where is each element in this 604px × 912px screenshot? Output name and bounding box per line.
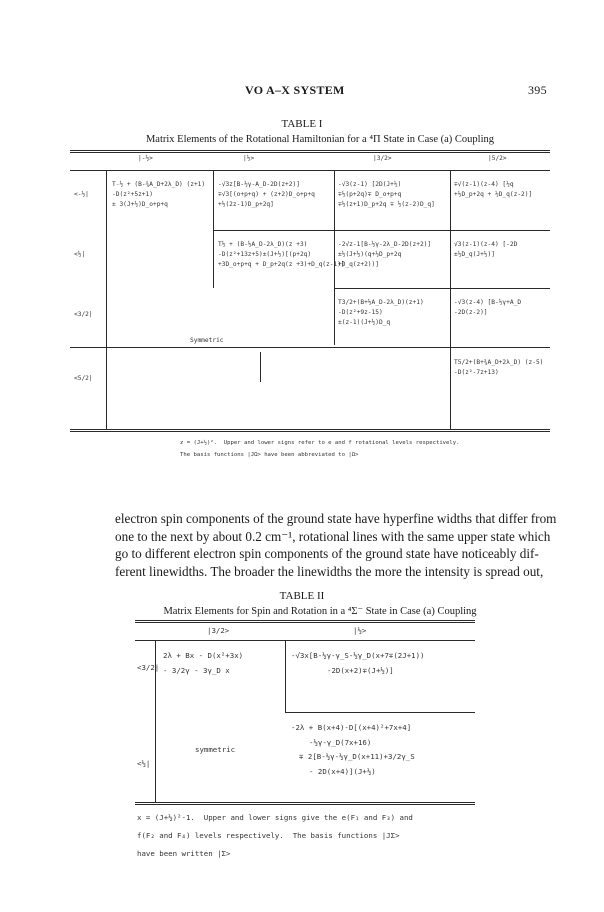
table2-footnote-2: f(F₂ and F₄) levels respectively. The basis functions |JΣ> [137,831,400,840]
table1-cell-r2c2: T½ + (B-½A_D-2λ_D)(z +3) -D(z²+13z+5)±(J+½)[(p+2q) +3D_o+p+q + D_p+2q(z +3)+D_q(z-1)] [218,241,345,268]
table1-cursor-mark [260,352,261,382]
table1-cell-r1c4: ∓√(z-1)(z-4) [½q +½D_p+2q + ½D_q(z-2)] [454,181,533,198]
table2-row-rule [285,712,475,713]
table2-cell-r1c1: 2λ + Bx - D(x²+3x) - 3/2γ - 3γ_D x [163,651,244,675]
table1-cell-r3c4: -√3(z-4) [B-½γ+A_D -2D(z-2)] [454,299,522,316]
table2-row-header-2: <½| [137,759,151,768]
table1-symmetric-label: Symmetric [190,337,224,344]
table2-bottom-rule [135,802,475,803]
table2-top-rule-2 [135,622,475,623]
table1-vline-2b [213,230,214,288]
table1-bottom-rule-2 [70,431,550,432]
table1-vline-4 [450,170,451,430]
table1-footnote-1: z = (J+½)². Upper and lower signs refer to e and f rotational levels respectively. [180,440,460,446]
table2-caption: Matrix Elements for Spin and Rotation in a ⁴Σ⁻ State in Case (a) Coupling [163,606,477,617]
table2-footnote-1: x = (J+½)²-1. Upper and lower signs give the e(F₁ and F₃) and [137,813,413,822]
table1-cell-r1c3: -√3(z-1) [2D(J+½) ∓½(p+2q)∓ D_o+p+q ∓½(z+1)D_p+2q ∓ ½(z-2)D_q] [338,181,435,208]
table2-row-header-1: <3/2| [137,663,160,672]
table1-cell-r1c1: T₋½ + (B-¾A_D+2λ_D) (z+1) -D(z²+5z+1) ± 3(J+½)D_o+p+q [112,181,206,208]
table1-row-rule-2 [334,288,550,289]
table1-cell-r2c3: -2√z-1[B-½γ-2λ_D-2D(z+2)] ±½(J+½)(q+½D_p+2q +D_q(z+2))] [338,241,432,268]
table2-footnote-3: have been written |Σ> [137,849,231,858]
body-line-4: ferent linewidths. The broader the linewidths the more the intensity is spread out, [115,563,544,579]
body-line-2: one to the next by about 0.2 cm⁻¹, rotational lines with the same upper state which [115,528,551,544]
table1-row-rule-1 [213,230,550,231]
table1-caption: Matrix Elements of the Rotational Hamiltonian for a ⁴Π State in Case (a) Coupling [145,134,495,145]
table1-label: TABLE I [281,118,323,130]
table2-bottom-rule-2 [135,804,475,805]
table1-col-header-4: |5/2> [488,155,507,162]
table1-vline-1 [106,170,107,430]
table1-top-rule [70,150,550,151]
table1-row-header-3: <3/2| [74,311,93,318]
table2-col-header-2: |½> [353,626,367,635]
table1-cell-r1c2: -√3z[B-½γ-A_D-2D(z+2)] ∓√3[(o+p+q) + (z+2)D_o+p+q +½(2z-1)D_p+2q] [218,181,315,208]
table2-symmetric-label: symmetric [195,745,236,754]
table2-cell-r2c2: -2λ + B(x+4)-D[(x+4)²+7x+4] -½γ-γ_D(7x+16) ∓ 2[B-½γ-½γ_D(x+11)+3/2γ_S - 2D(x+4)](J+½) [291,723,415,776]
table1-bottom-rule [70,429,550,430]
table1-col-header-3: |3/2> [373,155,392,162]
table2-top-rule [135,620,475,621]
table2-cell-r1c2: -√3x[B-½γ-γ_S-½γ_D(x+7∓(2J+1)) -2D(x+2)∓(J+½)] [291,651,425,675]
body-paragraph [115,510,557,580]
table1-top-rule-2 [70,152,550,153]
table1-cell-r3c3: T3/2+(B+½A_D-2λ_D)(z+1) -D(z²+9z-15) ±(z-1)(J+½)D_q [338,299,424,326]
table1-col-header-2: |½> [243,155,255,162]
table1-row-rule-3 [70,347,550,348]
table1-row-header-1: <-½| [74,191,89,198]
table2 [135,620,475,880]
table2-label: TABLE II [279,590,325,602]
table1-row-header-4: <5/2| [74,375,93,382]
table2-col-header-1: |3/2> [207,626,230,635]
table2-vline-2 [285,640,286,712]
table1 [70,150,550,475]
body-line-3: go to different electron spin components of the ground state have noticeably dif- [115,546,539,561]
table1-vline-2 [213,170,214,230]
table1-col-header-1: |-½> [138,155,153,162]
table1-header-rule [70,170,550,171]
table1-cell-r4c4: T5/2+(B+¾A_D+2λ_D) (z-5) -D(z²-7z+13) [454,359,544,376]
page-number: 395 [528,83,547,97]
body-line-1: electron spin components of the ground state have hyperfine widths that differ from [115,511,557,526]
table1-footnote-2: The basis functions |JΩ> have been abbreviated to |Ω> [180,452,359,458]
table2-header-rule [135,640,475,641]
table1-row-header-2: <½| [74,251,86,258]
running-title: VO A–X SYSTEM [245,83,345,97]
table1-cell-r2c4: √3(z-1)(z-4) [-2D ±½D_q(J+½)] [454,241,518,258]
